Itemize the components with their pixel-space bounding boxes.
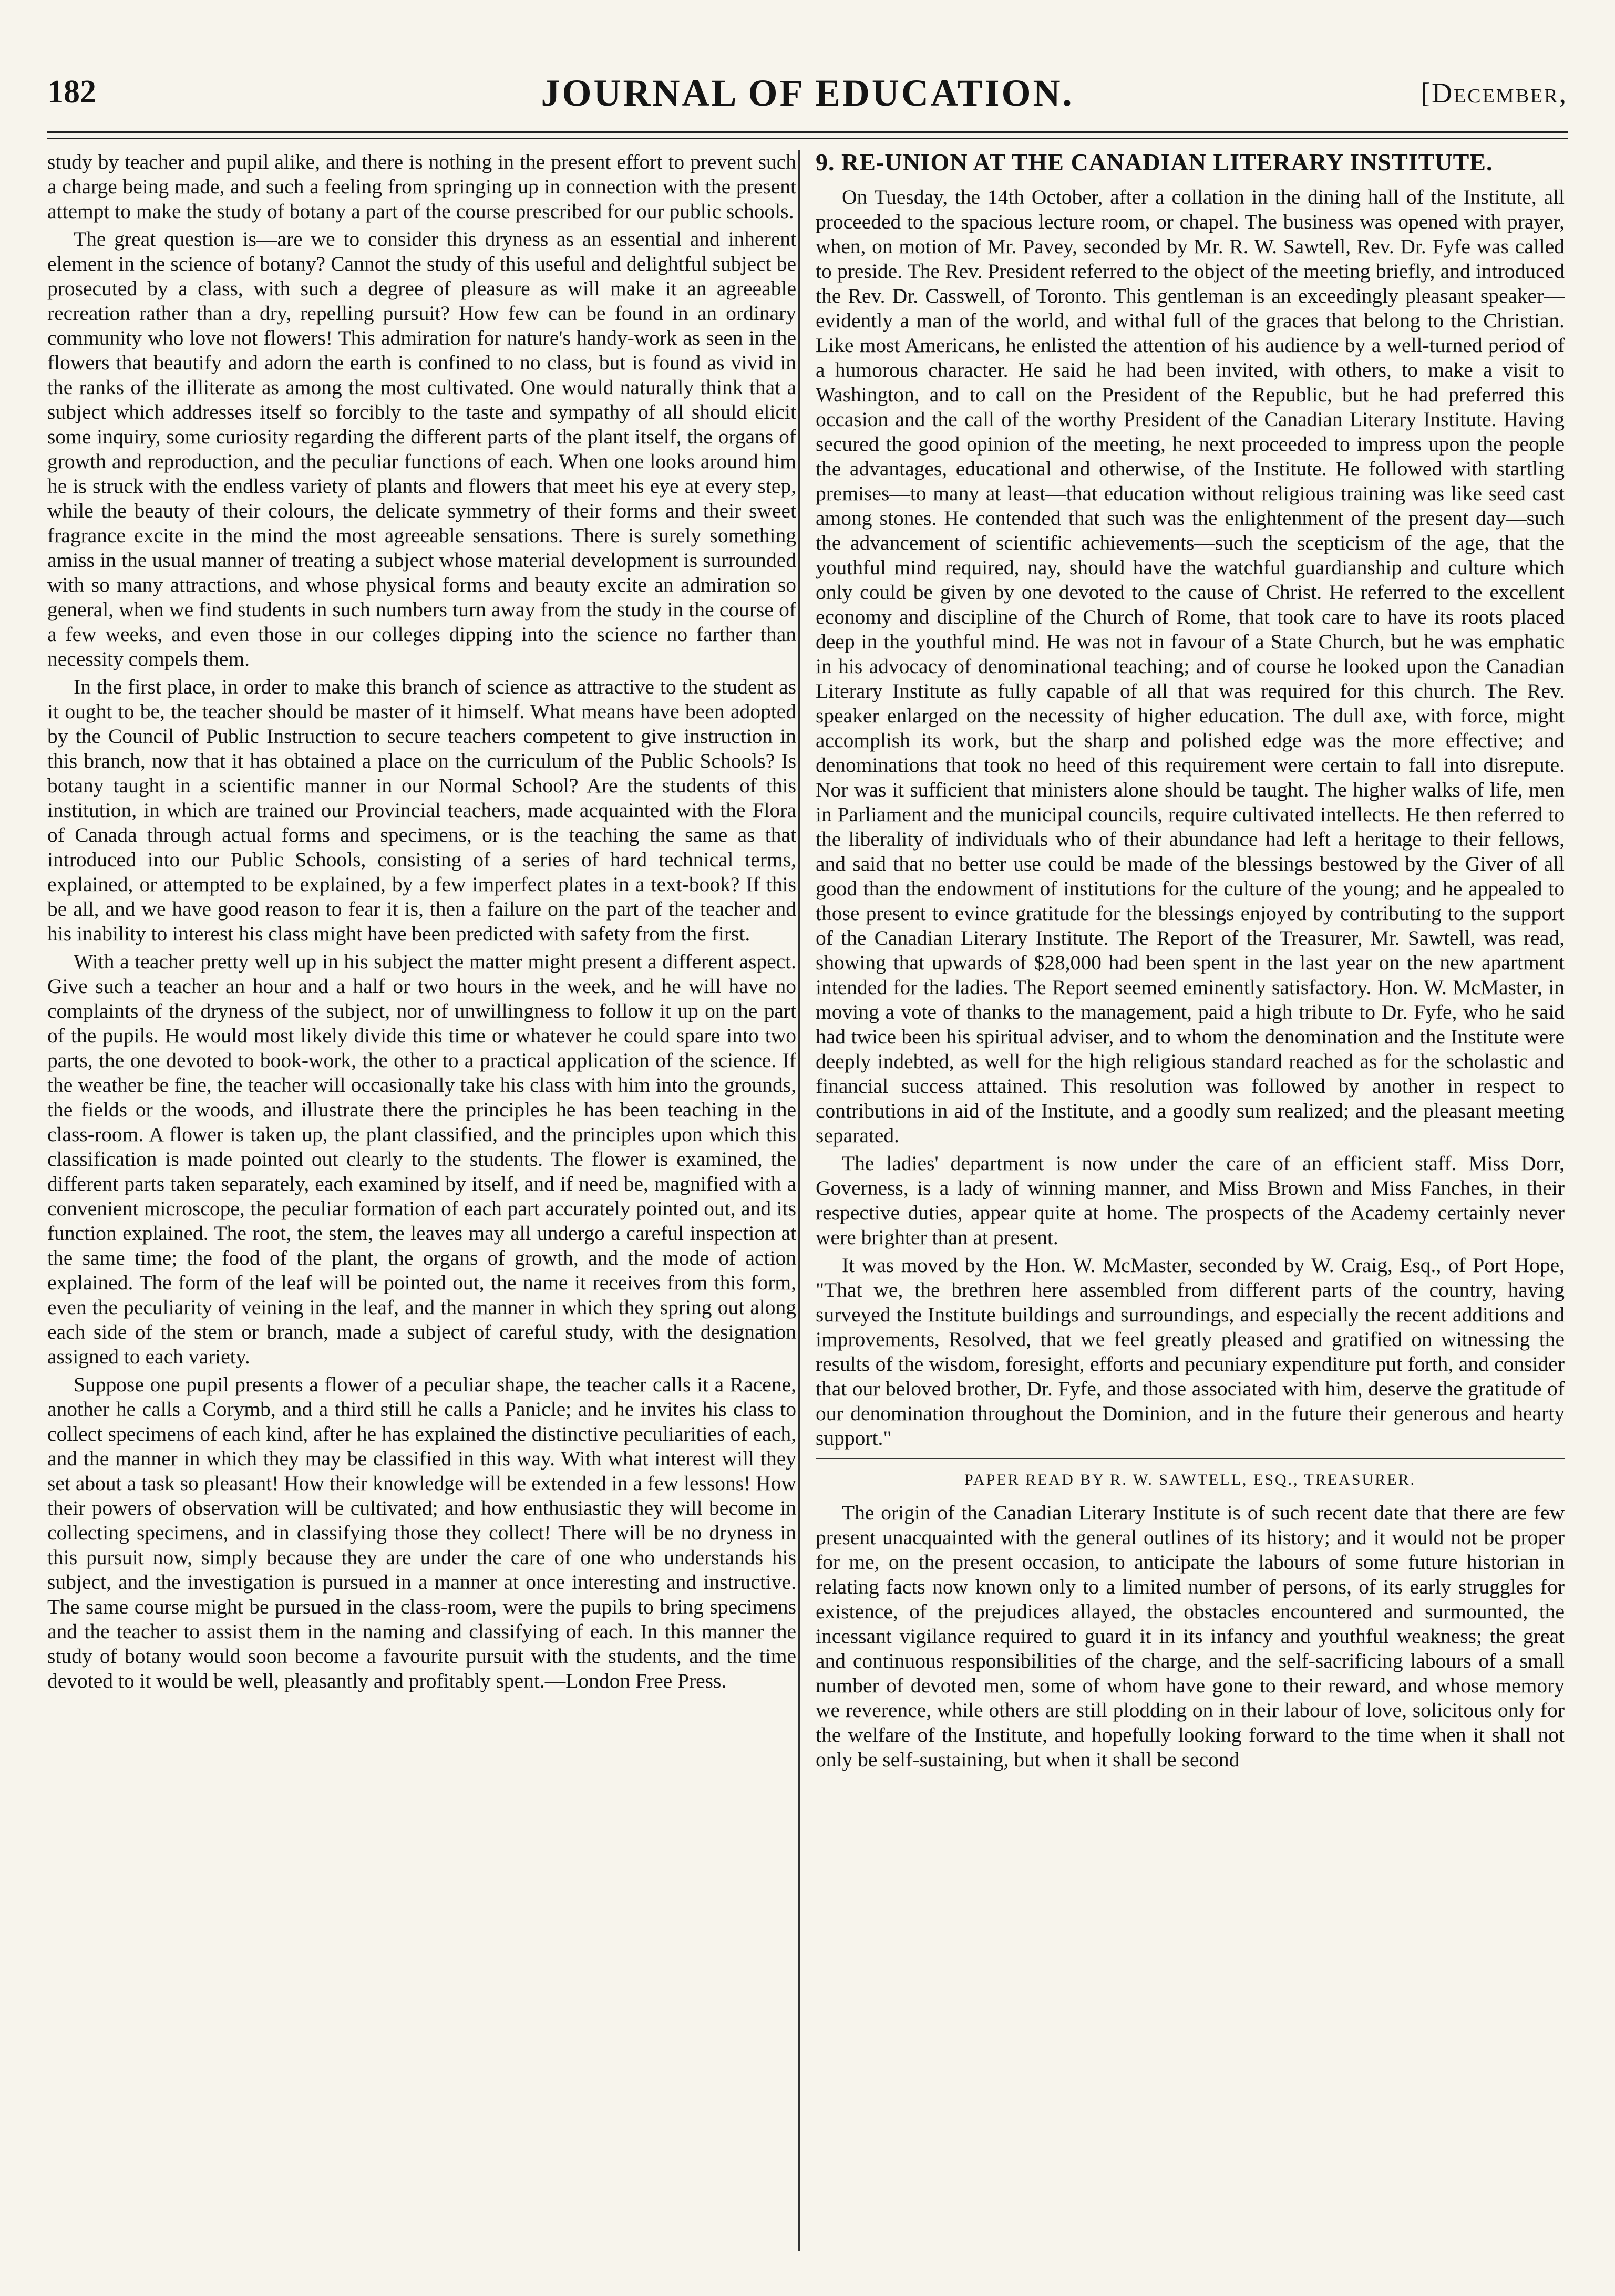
journal-title: JOURNAL OF EDUCATION. (541, 72, 1074, 114)
paragraph: In the first place, in order to make this branch of science as attractive to the student as it ought to be, the teacher should be master of it himself. What means have been adopted by the Council of Public Instruction to secure teachers competent to give instruction in this branch, now that it has obtained a place on the curriculum of the Public Schools? Is botany taught in a scientific manner in our Normal School? Are the students of this institution, in which are trained our Provincial teachers, made acquainted with the Flora of Canada through actual forms and specimens, or is the teaching the same as that introduced into our Public Schools, consisting of a series of hard technical terms, explained, or attempted to be explained, by a few imperfect plates in a text-book? If this be all, and we have good reason to fear it is, then a failure on the part of the teacher and his inability to interest his class might have been predicted with safety from the first. (47, 675, 796, 945)
issue-month: [December, (1421, 77, 1568, 109)
paragraph: The ladies' department is now under the care of an efficient staff. Miss Dorr, Governess, is a lady of winning manner, and Miss Brown and Miss Fanches, in their respective duties, appear quite at home. The prospects of the Academy certainly never were brighter than at present. (816, 1152, 1565, 1249)
left-column (47, 150, 796, 2262)
column-divider (798, 150, 800, 2251)
paragraph: On Tuesday, the 14th October, after a collation in the dining hall of the Institute, all proceeded to the spacious lecture room, or chapel. The business was opened with prayer, when, on motion of Mr. Pavey, seconded by Mr. R. W. Sawtell, Rev. Dr. Fyfe was called to preside. The Rev. President referred to the object of the meeting briefly, and introduced the Rev. Dr. Casswell, of Toronto. This gentleman is an exceedingly pleasant speaker—evidently a man of the world, and withal full of the graces that belong to the Christian. Like most Americans, he enlisted the attention of his audience by a well-turned period of a humorous character. He said he had been invited, with others, to make a visit to Washington, and to call on the President of the Republic, but he had preferred this occasion and the call of the worthy President of the Canadian Literary Institute. Having secured the good opinion of the meeting, he next proceeded to impress upon the people the advantages, educational and otherwise, of the Institute. He followed with startling premises—to many at least—that education without religious training was like seed cast among stones. He contended that such was the enlightenment of the present day—such the advancement of scientific achievements—such the scepticism of the age, that the youthful mind required, nay, should have the watchful guardianship and culture which only could be given by one devoted to the cause of Christ. He referred to the excellent economy and discipline of the Church of Rome, that took care to have its roots placed deep in the youthful mind. He was not in favour of a State Church, but he was emphatic in his advocacy of denominational teaching; and of course he looked upon the Canadian Literary Institute as fully capable of all that was required for this church. The Rev. speaker enlarged on the necessity of higher education. The dull axe, with force, might accomplish its work, but the sharp and polished edge was the more effective; and denominations that took no heed of this requirement were certain to fall into disrepute. Nor was it sufficient that ministers alone should be taught. The higher walks of life, men in Parliament and the municipal councils, require cultivated intellects. He then referred to the liberality of individuals who of their abundance had left a heritage to their fellows, and said that no better use could be made of the blessings bestowed by the Giver of all good than the endowment of institutions for the culture of the young; and he appealed to those present to evince gratitude for the blessings enjoyed by contributing to the support of the Canadian Literary Institute. The Report of the Treasurer, Mr. Sawtell, was read, showing that upwards of $28,000 had been spent in the last year on the new apartment intended for the ladies. The Report seemed eminently satisfactory. Hon. W. McMaster, in moving a vote of thanks to the management, paid a high tribute to Dr. Fyfe, who he said had twice been his spiritual adviser, and to whom the denomination and the Institute were deeply indebted, as well for the high religious standard reached as for the scholastic and financial success attained. This resolution was followed by another in respect to contributions in aid of the Institute, and a goodly sum realized; and the pleasant meeting separated. (816, 185, 1565, 1147)
header-rule-thin (47, 138, 1568, 139)
paragraph: The great question is—are we to consider this dryness as an essential and inherent element in the science of botany? Cannot the study of this useful and delightful subject be prosecuted by a class, with such a degree of pleasure as will make it an agreeable recreation rather than a dry, repelling pursuit? How few can be found in an ordinary community who love not flowers! This admiration for nature's handy-work as seen in the flowers that beautify and adorn the earth is confined to no class, but is found as vivid in the ranks of the illiterate as among the most cultivated. One would naturally think that a subject which addresses itself so forcibly to the taste and sympathy of all should elicit some inquiry, some curiosity regarding the different parts of the plant itself, the organs of growth and reproduction, and the peculiar functions of each. When one looks around him he is struck with the endless variety of plants and flowers that meet his eye at every step, while the beauty of their colours, the delicate symmetry of their forms and their sweet fragrance excite in the mind the most agreeable sensations. There is surely something amiss in the usual manner of treating a subject whose material development is surrounded with so many attractions, and whose physical forms and beauty excite an admiration so general, when we find students in such numbers turn away from the study in the course of a few weeks, and even those in our colleges dipping into the science no farther than necessity compels them. (47, 227, 796, 670)
paragraph: It was moved by the Hon. W. McMaster, seconded by W. Craig, Esq., of Port Hope, "That we, the brethren here assembled from different parts of the country, having surveyed the Institute buildings and surroundings, and especially the recent additions and improvements, Resolved, that we feel greatly pleased and gratified on witnessing the results of the wisdom, foresight, efforts and pecuniary expenditure put forth, and consider that our beloved brother, Dr. Fyfe, and those associated with him, deserve the gratitude of our denomination throughout the Dominion, and in the future their generous and hearty support." (816, 1254, 1565, 1450)
subheading: PAPER READ BY R. W. SAWTELL, ESQ., TREASURER. (964, 1471, 1416, 1488)
paragraph: study by teacher and pupil alike, and there is nothing in the present effort to prevent such a charge being made, and such a feeling from springing up in connection with the present attempt to make the study of botany a part of the course prescribed for our public schools. (47, 150, 796, 223)
paragraph: Suppose one pupil presents a flower of a peculiar shape, the teacher calls it a Racene, another he calls a Corymb, and a third still he calls a Panicle; and he invites his class to collect specimens of each kind, after he has explained the distinctive peculiarities of each, and the manner in which they may be classified in this way. With what interest will they set about a task so pleasant! How their knowledge will be extended in a few lessons! How their powers of observation will be cultivated; and how enthusiastic they will become in collecting specimens, and in classifying those they collect! There will be no dryness in this pursuit now, simply because they are under the care of one who understands his subject, and the investigation is pursued in a manner at once interesting and instructive. The same course might be pursued in the class-room, were the pupils to bring specimens and the teacher to assist them in the naming and classifying of each. In this manner the study of botany would soon become a favourite pursuit with the students, and the time devoted to it would be well, pleasantly and profitably spent.—London Free Press. (47, 1373, 796, 1692)
right-column (816, 150, 1565, 2262)
header-rule (47, 131, 1568, 133)
paragraph: The origin of the Canadian Literary Institute is of such recent date that there are few present unacquainted with the general outlines of its history; and it would not be proper for me, on the present occasion, to anticipate the labours of some future historian in relating facts now known only to a limited number of persons, of its early struggles for existence, of the prejudices allayed, the obstacles encountered and surmounted, the incessant vigilance required to guard it in its infancy and youthful weakness; the great and continuous responsibilities of the charge, and the self-sacrificing labours of a small number of devoted men, some of whom have gone to their reward, and whose memory we reverence, while others are still plodding on in their labour of love, solicitous only for the welfare of the Institute, and hopefully looking forward to the time when it shall not only be self-sustaining, but when it shall be second (816, 1501, 1565, 1771)
page-number: 182 (47, 74, 96, 110)
paragraph: With a teacher pretty well up in his subject the matter might present a different aspect. Give such a teacher an hour and a half or two hours in the week, and he will have no complaints of the dryness of the subject, nor of unwillingness to follow it up on the part of the pupils. He would most likely divide this time or whatever he could spare into two parts, the one devoted to book-work, the other to a practical application of the science. If the weather be fine, the teacher will occasionally take his class with him into the grounds, the fields or the woods, and illustrate there the principles he has been teaching in the class-room. A flower is taken up, the plant classified, and the principles upon which this classification is made pointed out clearly to the students. The flower is examined, the different parts taken separately, each examined by itself, and if need be, magnified with a convenient microscope, the peculiar formation of each part accurately pointed out, and its function explained. The root, the stem, the leaves may all undergo a careful inspection at the same time; the food of the plant, the organs of growth, and the mode of action explained. The form of the leaf will be pointed out, the name it receives from this form, even the peculiarity of veining in the leaf, and the manner in which they spring out along each side of the stem or branch, made a subject of careful study, with the designation assigned to each variety. (47, 950, 796, 1368)
section-title: 9. RE-UNION AT THE CANADIAN LITERARY INSTITUTE. (816, 150, 1493, 175)
section-divider (816, 1458, 1565, 1459)
page-header (47, 74, 1568, 129)
